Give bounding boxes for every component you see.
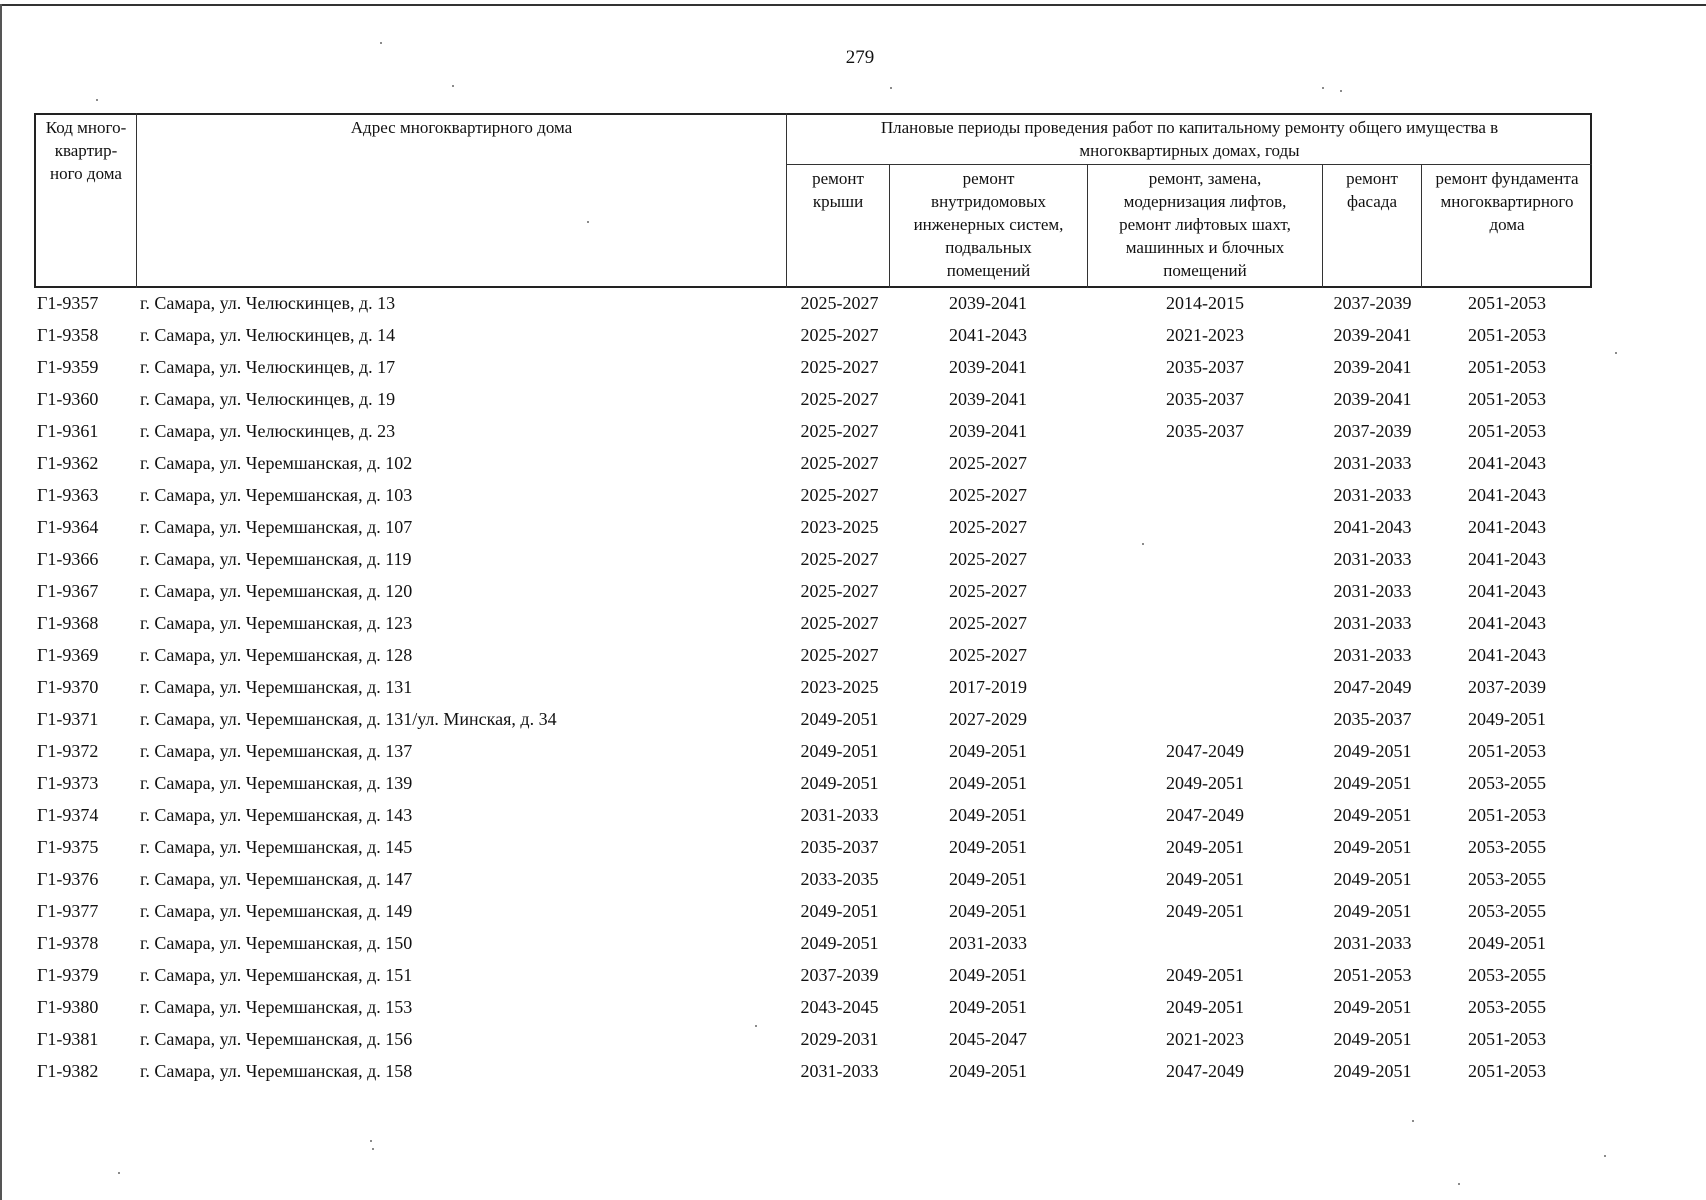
table-row xyxy=(0,962,1706,994)
cell-lifts: 2021-2023 xyxy=(1166,1029,1244,1049)
cell-roof: 2031-2033 xyxy=(800,805,879,825)
cell-engineering: 2025-2027 xyxy=(949,517,1027,537)
scan-speck xyxy=(755,1025,757,1027)
cell-foundation: 2051-2053 xyxy=(1468,293,1546,313)
cell-roof: 2025-2027 xyxy=(800,485,879,505)
cell-roof: 2023-2025 xyxy=(800,677,879,697)
cell-lifts: 2021-2023 xyxy=(1166,325,1244,345)
cell-foundation: 2051-2053 xyxy=(1468,1029,1546,1049)
cell-facade: 2035-2037 xyxy=(1333,709,1412,729)
cell-roof: 2031-2033 xyxy=(800,1061,879,1081)
cell-engineering: 2041-2043 xyxy=(949,325,1027,345)
cell-address: г. Самара, ул. Челюскинцев, д. 17 xyxy=(140,357,396,377)
cell-facade: 2049-2051 xyxy=(1333,997,1412,1017)
cell-code: Г1-9371 xyxy=(37,709,99,729)
table-row xyxy=(0,994,1706,1026)
table-row xyxy=(0,482,1706,514)
cell-foundation: 2051-2053 xyxy=(1468,741,1546,761)
cell-facade: 2037-2039 xyxy=(1333,293,1412,313)
cell-facade: 2047-2049 xyxy=(1333,677,1412,697)
table-row xyxy=(0,514,1706,546)
cell-facade: 2049-2051 xyxy=(1333,741,1412,761)
cell-code: Г1-9372 xyxy=(37,741,99,761)
cell-facade: 2049-2051 xyxy=(1333,805,1412,825)
cell-code: Г1-9376 xyxy=(37,869,99,889)
cell-facade: 2049-2051 xyxy=(1333,1061,1412,1081)
cell-foundation: 2051-2053 xyxy=(1468,421,1546,441)
cell-code: Г1-9361 xyxy=(37,421,99,441)
cell-engineering: 2049-2051 xyxy=(949,901,1027,921)
cell-engineering: 2049-2051 xyxy=(949,1061,1027,1081)
cell-engineering: 2045-2047 xyxy=(949,1029,1027,1049)
scan-speck xyxy=(452,85,454,87)
cell-address: г. Самара, ул. Черемшанская, д. 119 xyxy=(140,549,412,569)
cell-code: Г1-9373 xyxy=(37,773,99,793)
table-row xyxy=(0,898,1706,930)
cell-lifts: 2049-2051 xyxy=(1166,837,1244,857)
table-row xyxy=(0,450,1706,482)
header-roof: ремонт крыши xyxy=(812,169,864,211)
cell-address: г. Самара, ул. Черемшанская, д. 149 xyxy=(140,901,413,921)
cell-engineering: 2039-2041 xyxy=(949,389,1027,409)
cell-roof: 2049-2051 xyxy=(800,709,879,729)
cell-facade: 2051-2053 xyxy=(1333,965,1412,985)
cell-engineering: 2025-2027 xyxy=(949,581,1027,601)
cell-engineering: 2039-2041 xyxy=(949,293,1027,313)
cell-code: Г1-9381 xyxy=(37,1029,99,1049)
table-row xyxy=(0,834,1706,866)
cell-roof: 2025-2027 xyxy=(800,357,879,377)
cell-facade: 2049-2051 xyxy=(1333,837,1412,857)
cell-roof: 2025-2027 xyxy=(800,389,879,409)
scan-speck xyxy=(587,221,589,223)
cell-lifts: 2049-2051 xyxy=(1166,773,1244,793)
cell-address: г. Самара, ул. Черемшанская, д. 102 xyxy=(140,453,413,473)
cell-roof: 2043-2045 xyxy=(800,997,879,1017)
cell-roof: 2029-2031 xyxy=(800,1029,879,1049)
cell-address: г. Самара, ул. Черемшанская, д. 139 xyxy=(140,773,413,793)
cell-roof: 2023-2025 xyxy=(800,517,879,537)
cell-code: Г1-9375 xyxy=(37,837,99,857)
cell-address: г. Самара, ул. Черемшанская, д. 153 xyxy=(140,997,413,1017)
cell-foundation: 2041-2043 xyxy=(1468,581,1546,601)
cell-facade: 2049-2051 xyxy=(1333,869,1412,889)
cell-foundation: 2041-2043 xyxy=(1468,485,1546,505)
header-code: Код много- квартир- ного дома xyxy=(45,118,127,183)
cell-engineering: 2039-2041 xyxy=(949,357,1027,377)
cell-code: Г1-9370 xyxy=(37,677,99,697)
page-number: 279 xyxy=(845,47,875,68)
table-row xyxy=(0,642,1706,674)
table-row xyxy=(0,354,1706,386)
cell-foundation: 2049-2051 xyxy=(1468,933,1546,953)
cell-foundation: 2051-2053 xyxy=(1468,357,1546,377)
table-row xyxy=(0,706,1706,738)
cell-address: г. Самара, ул. Черемшанская, д. 107 xyxy=(140,517,413,537)
cell-foundation: 2037-2039 xyxy=(1468,677,1546,697)
cell-engineering: 2049-2051 xyxy=(949,965,1027,985)
cell-roof: 2037-2039 xyxy=(800,965,879,985)
table-row xyxy=(0,322,1706,354)
scan-speck xyxy=(118,1172,120,1174)
cell-code: Г1-9368 xyxy=(37,613,99,633)
cell-roof: 2049-2051 xyxy=(800,773,879,793)
cell-lifts: 2049-2051 xyxy=(1166,997,1244,1017)
cell-facade: 2049-2051 xyxy=(1333,1029,1412,1049)
cell-engineering: 2025-2027 xyxy=(949,453,1027,473)
table-row xyxy=(0,1058,1706,1090)
cell-address: г. Самара, ул. Черемшанская, д. 158 xyxy=(140,1061,413,1081)
cell-engineering: 2017-2019 xyxy=(949,677,1027,697)
scan-speck xyxy=(1412,1120,1414,1122)
header-foundation: ремонт фундамента многоквартирного дома xyxy=(1435,169,1579,234)
cell-roof: 2025-2027 xyxy=(800,581,879,601)
cell-address: г. Самара, ул. Черемшанская, д. 150 xyxy=(140,933,413,953)
table-row xyxy=(0,866,1706,898)
cell-roof: 2025-2027 xyxy=(800,421,879,441)
cell-facade: 2031-2033 xyxy=(1333,485,1412,505)
cell-code: Г1-9358 xyxy=(37,325,99,345)
table-row xyxy=(0,386,1706,418)
cell-address: г. Самара, ул. Челюскинцев, д. 23 xyxy=(140,421,396,441)
cell-foundation: 2051-2053 xyxy=(1468,805,1546,825)
cell-code: Г1-9366 xyxy=(37,549,99,569)
cell-roof: 2025-2027 xyxy=(800,325,879,345)
cell-code: Г1-9382 xyxy=(37,1061,99,1081)
scan-speck xyxy=(890,87,892,89)
header-periods: Плановые периоды проведения работ по капитальному ремонту общего имущества в многоквартирных домах, годы xyxy=(880,118,1499,160)
scan-speck xyxy=(1340,90,1342,92)
scan-speck xyxy=(1458,1183,1460,1185)
scan-speck xyxy=(96,99,98,101)
cell-roof: 2025-2027 xyxy=(800,453,879,473)
cell-foundation: 2051-2053 xyxy=(1468,1061,1546,1081)
table-row xyxy=(0,546,1706,578)
cell-lifts: 2014-2015 xyxy=(1166,293,1244,313)
cell-code: Г1-9380 xyxy=(37,997,99,1017)
cell-code: Г1-9379 xyxy=(37,965,99,985)
cell-address: г. Самара, ул. Черемшанская, д. 151 xyxy=(140,965,413,985)
cell-code: Г1-9367 xyxy=(37,581,99,601)
cell-code: Г1-9378 xyxy=(37,933,99,953)
cell-facade: 2049-2051 xyxy=(1333,773,1412,793)
cell-lifts: 2049-2051 xyxy=(1166,869,1244,889)
cell-facade: 2031-2033 xyxy=(1333,933,1412,953)
cell-code: Г1-9359 xyxy=(37,357,99,377)
cell-address: г. Самара, ул. Черемшанская, д. 120 xyxy=(140,581,413,601)
cell-address: г. Самара, ул. Черемшанская, д. 123 xyxy=(140,613,413,633)
cell-facade: 2039-2041 xyxy=(1333,325,1412,345)
table-row xyxy=(0,290,1706,322)
cell-roof: 2049-2051 xyxy=(800,933,879,953)
table-row xyxy=(0,610,1706,642)
cell-engineering: 2025-2027 xyxy=(949,613,1027,633)
cell-engineering: 2025-2027 xyxy=(949,485,1027,505)
cell-engineering: 2031-2033 xyxy=(949,933,1027,953)
cell-roof: 2035-2037 xyxy=(800,837,879,857)
cell-address: г. Самара, ул. Черемшанская, д. 147 xyxy=(140,869,413,889)
scan-speck xyxy=(1322,87,1324,89)
scan-speck xyxy=(1604,1155,1606,1157)
cell-foundation: 2041-2043 xyxy=(1468,517,1546,537)
header-lifts: ремонт, замена, модернизация лифтов, ремонт лифтовых шахт, машинных и блочных помещений xyxy=(1119,169,1291,280)
cell-lifts: 2035-2037 xyxy=(1166,389,1244,409)
cell-foundation: 2051-2053 xyxy=(1468,325,1546,345)
table-row xyxy=(0,1026,1706,1058)
table-row xyxy=(0,418,1706,450)
cell-roof: 2049-2051 xyxy=(800,741,879,761)
cell-address: г. Самара, ул. Черемшанская, д. 131 xyxy=(140,677,413,697)
cell-address: г. Самара, ул. Челюскинцев, д. 13 xyxy=(140,293,396,313)
cell-lifts: 2047-2049 xyxy=(1166,741,1244,761)
scan-speck xyxy=(1615,352,1617,354)
cell-foundation: 2053-2055 xyxy=(1468,965,1546,985)
cell-foundation: 2053-2055 xyxy=(1468,997,1546,1017)
cell-engineering: 2049-2051 xyxy=(949,741,1027,761)
cell-roof: 2025-2027 xyxy=(800,613,879,633)
cell-roof: 2049-2051 xyxy=(800,901,879,921)
cell-foundation: 2041-2043 xyxy=(1468,453,1546,473)
cell-lifts: 2035-2037 xyxy=(1166,357,1244,377)
cell-facade: 2049-2051 xyxy=(1333,901,1412,921)
table-row xyxy=(0,770,1706,802)
table-row xyxy=(0,802,1706,834)
cell-code: Г1-9362 xyxy=(37,453,99,473)
cell-foundation: 2051-2053 xyxy=(1468,389,1546,409)
cell-code: Г1-9377 xyxy=(37,901,99,921)
cell-lifts: 2047-2049 xyxy=(1166,805,1244,825)
table-row xyxy=(0,930,1706,962)
cell-foundation: 2053-2055 xyxy=(1468,773,1546,793)
cell-engineering: 2049-2051 xyxy=(949,805,1027,825)
cell-facade: 2037-2039 xyxy=(1333,421,1412,441)
cell-lifts: 2047-2049 xyxy=(1166,1061,1244,1081)
cell-engineering: 2025-2027 xyxy=(949,549,1027,569)
cell-facade: 2031-2033 xyxy=(1333,613,1412,633)
cell-address: г. Самара, ул. Черемшанская, д. 156 xyxy=(140,1029,413,1049)
cell-address: г. Самара, ул. Черемшанская, д. 143 xyxy=(140,805,413,825)
scan-speck xyxy=(1142,543,1144,545)
cell-facade: 2041-2043 xyxy=(1333,517,1412,537)
cell-roof: 2025-2027 xyxy=(800,293,879,313)
cell-engineering: 2049-2051 xyxy=(949,837,1027,857)
cell-address: г. Самара, ул. Черемшанская, д. 128 xyxy=(140,645,413,665)
cell-address: г. Самара, ул. Черемшанская, д. 131/ул. Минская, д. 34 xyxy=(140,709,557,729)
cell-engineering: 2049-2051 xyxy=(949,997,1027,1017)
cell-roof: 2033-2035 xyxy=(800,869,879,889)
header-engineering: ремонт внутридомовых инженерных систем, подвальных помещений xyxy=(913,169,1064,280)
scan-speck xyxy=(380,42,382,44)
header-facade: ремонт фасада xyxy=(1346,169,1398,211)
cell-facade: 2031-2033 xyxy=(1333,581,1412,601)
header-divider xyxy=(136,113,137,288)
header-divider xyxy=(786,164,1592,165)
cell-foundation: 2041-2043 xyxy=(1468,549,1546,569)
cell-foundation: 2053-2055 xyxy=(1468,901,1546,921)
cell-roof: 2025-2027 xyxy=(800,549,879,569)
table-row xyxy=(0,674,1706,706)
cell-facade: 2031-2033 xyxy=(1333,453,1412,473)
cell-lifts: 2049-2051 xyxy=(1166,965,1244,985)
cell-engineering: 2049-2051 xyxy=(949,773,1027,793)
cell-code: Г1-9363 xyxy=(37,485,99,505)
table-row xyxy=(0,578,1706,610)
cell-engineering: 2049-2051 xyxy=(949,869,1027,889)
cell-facade: 2039-2041 xyxy=(1333,389,1412,409)
cell-code: Г1-9374 xyxy=(37,805,99,825)
cell-foundation: 2053-2055 xyxy=(1468,869,1546,889)
cell-lifts: 2035-2037 xyxy=(1166,421,1244,441)
scan-speck xyxy=(372,1148,374,1150)
cell-code: Г1-9357 xyxy=(37,293,99,313)
cell-address: г. Самара, ул. Черемшанская, д. 145 xyxy=(140,837,413,857)
scan-speck xyxy=(370,1140,372,1142)
cell-roof: 2025-2027 xyxy=(800,645,879,665)
cell-address: г. Самара, ул. Челюскинцев, д. 19 xyxy=(140,389,396,409)
cell-facade: 2031-2033 xyxy=(1333,645,1412,665)
cell-address: г. Самара, ул. Челюскинцев, д. 14 xyxy=(140,325,396,345)
cell-foundation: 2049-2051 xyxy=(1468,709,1546,729)
cell-foundation: 2041-2043 xyxy=(1468,645,1546,665)
cell-code: Г1-9360 xyxy=(37,389,99,409)
cell-facade: 2039-2041 xyxy=(1333,357,1412,377)
cell-engineering: 2025-2027 xyxy=(949,645,1027,665)
cell-facade: 2031-2033 xyxy=(1333,549,1412,569)
cell-foundation: 2041-2043 xyxy=(1468,613,1546,633)
cell-engineering: 2027-2029 xyxy=(949,709,1027,729)
header-address: Адрес многоквартирного дома xyxy=(350,118,573,137)
cell-lifts: 2049-2051 xyxy=(1166,901,1244,921)
table-row xyxy=(0,738,1706,770)
cell-code: Г1-9369 xyxy=(37,645,99,665)
cell-address: г. Самара, ул. Черемшанская, д. 137 xyxy=(140,741,413,761)
cell-engineering: 2039-2041 xyxy=(949,421,1027,441)
cell-address: г. Самара, ул. Черемшанская, д. 103 xyxy=(140,485,413,505)
cell-code: Г1-9364 xyxy=(37,517,99,537)
cell-foundation: 2053-2055 xyxy=(1468,837,1546,857)
scan-top-border xyxy=(0,4,1706,6)
